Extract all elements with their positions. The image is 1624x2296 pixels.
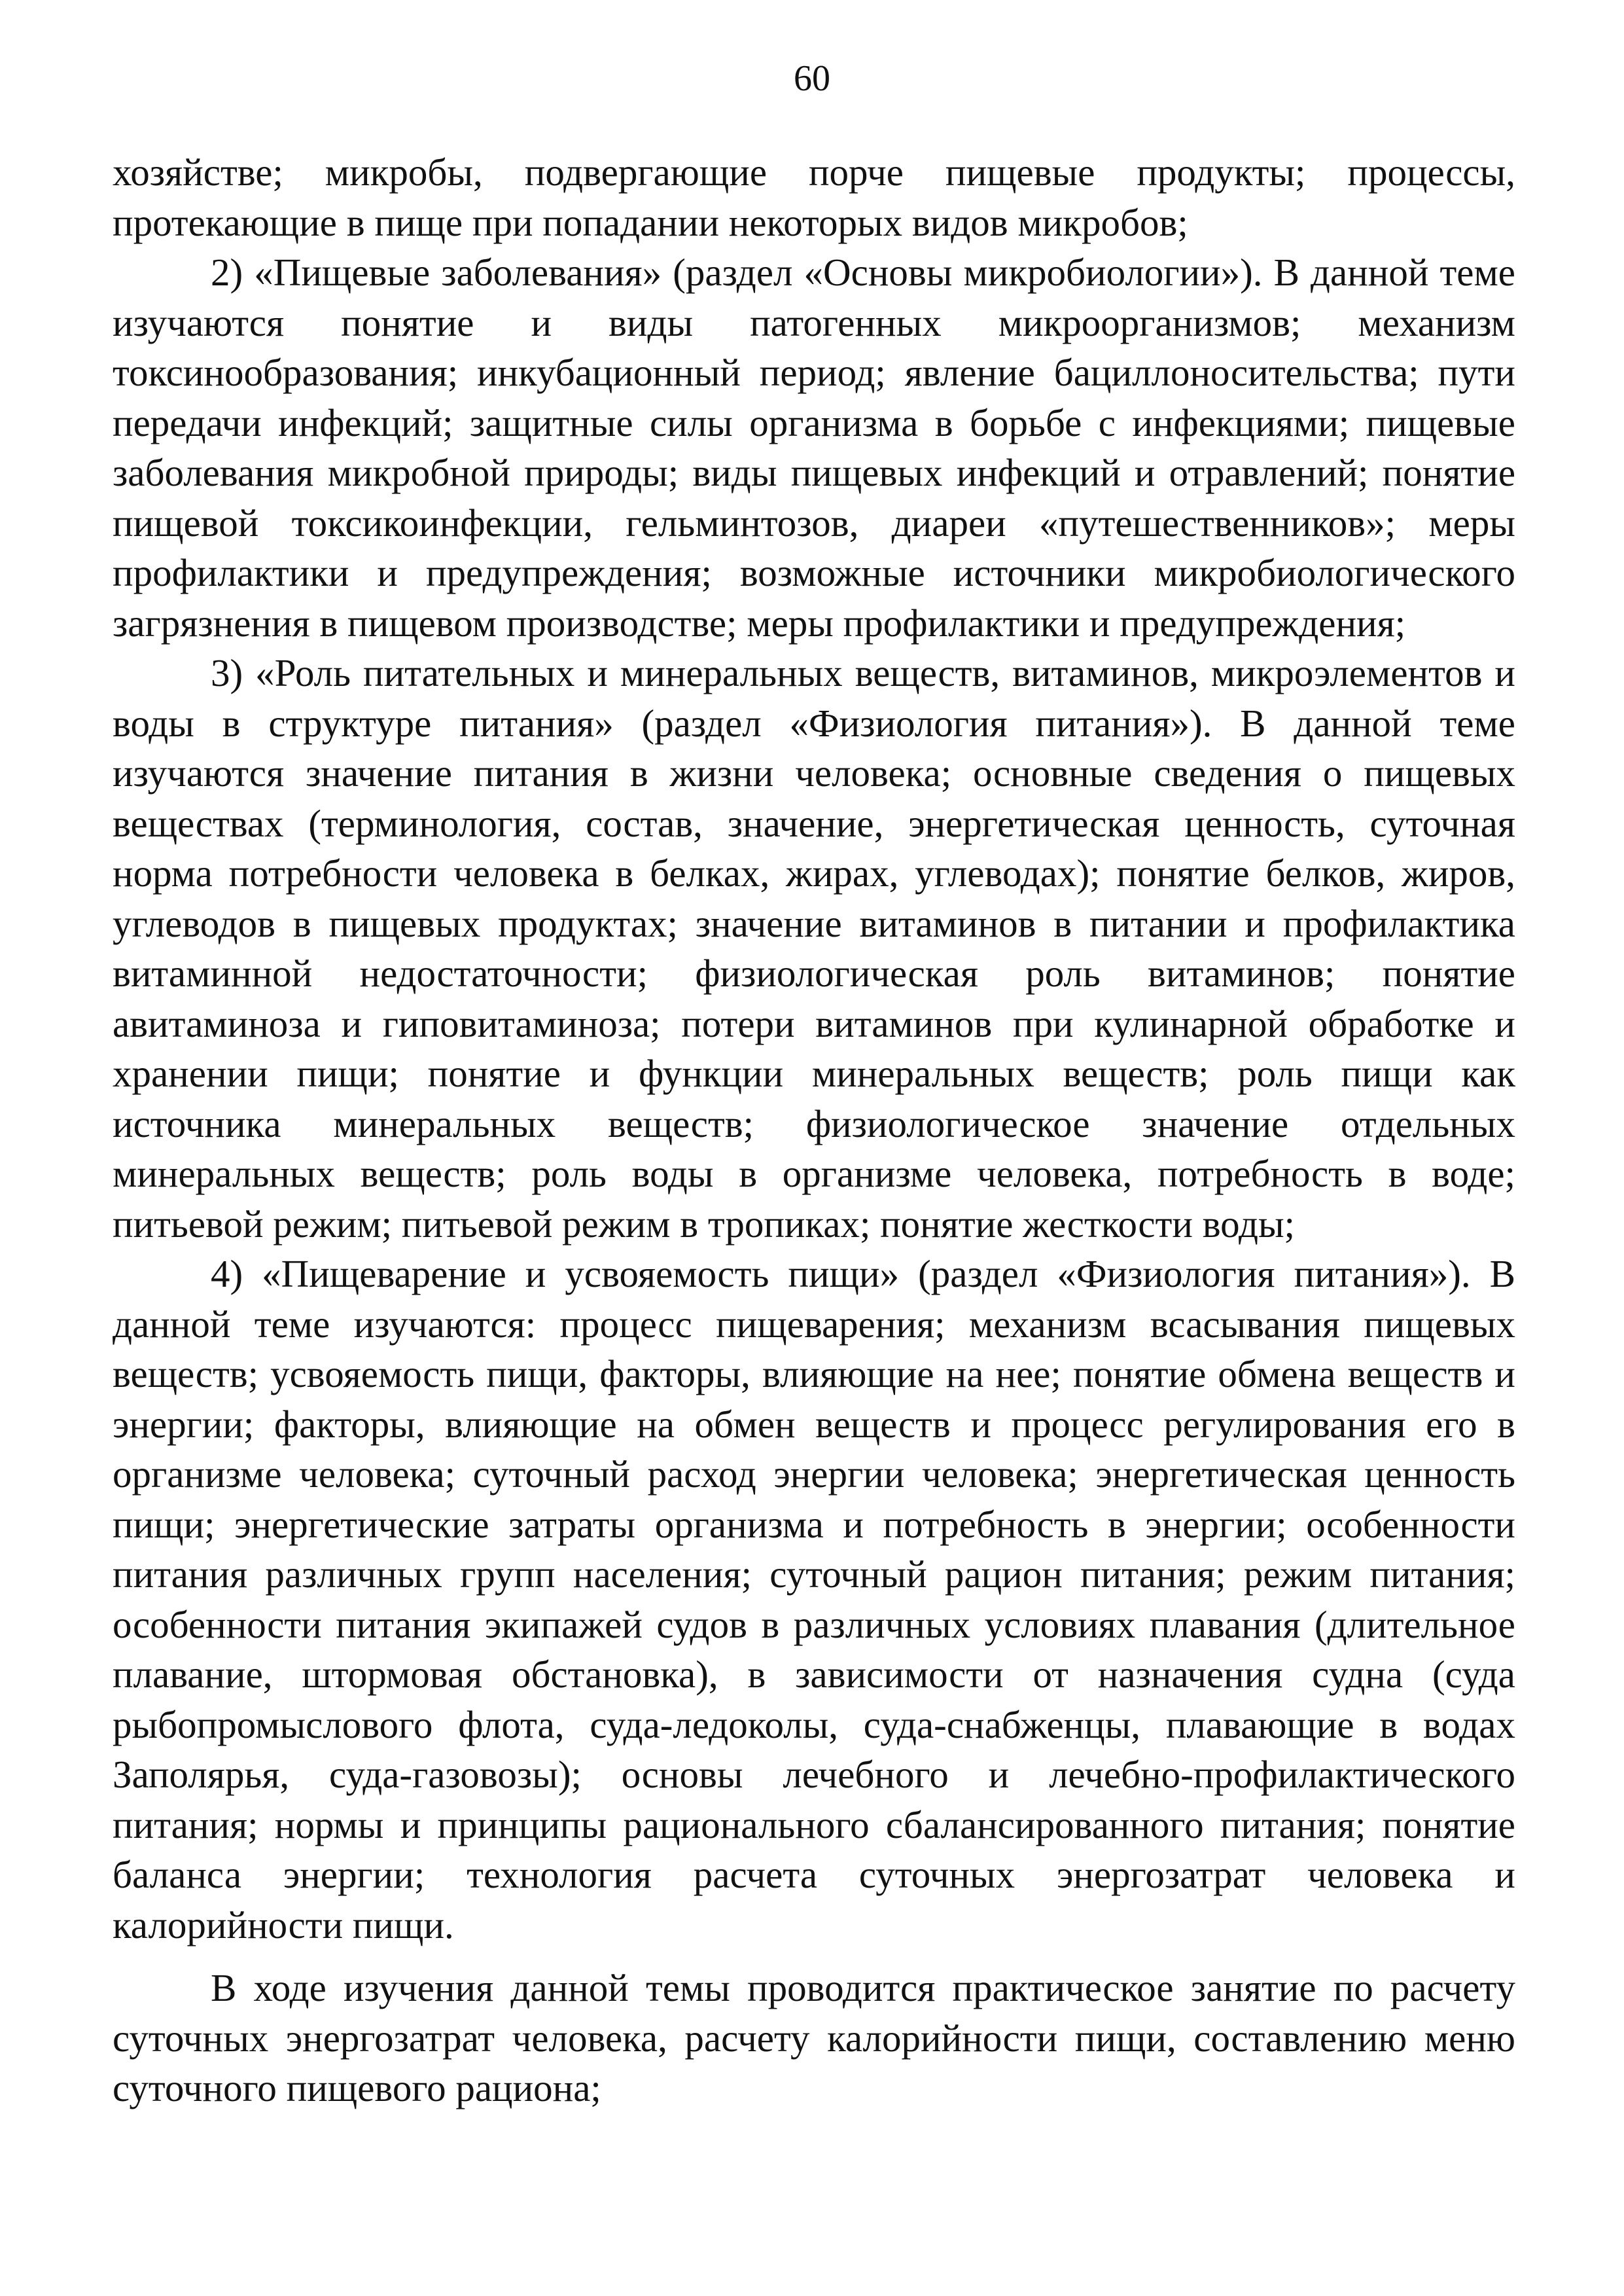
paragraph-item-4: 4) «Пищеварение и усвояемость пищи» (раздел «Физиология питания»). В данной теме изучаются: процесс пищеварения; механизм всасывания пищевых веществ; усвояемость пищи, факторы, влияющие на нее; понятие обмена веществ и энергии; факторы, влияющие на обмен веществ и процесс регулирования его в организме человека; суточный расход энергии человека; энергетическая ценность пищи; энергетические затраты организма и потребность в энергии; особенности питания различных групп населения; суточный рацион питания; режим питания; особенности питания экипажей судов в различных условиях плавания (длительное плавание, штормовая обстановка), в зависимости от назначения судна (суда рыбопромыслового флота, суда-ледоколы, суда-снабженцы, плавающие в водах Заполярья, суда-газовозы); основы лечебного и лечебно-профилактического питания; нормы и принципы рационального сбалансированного питания; понятие баланса энергии; технология расчета суточных энергозатрат человека и калорийности пищи.: [113, 1252, 1515, 1946]
paragraph-item-3: 3) «Роль питательных и минеральных веществ, витаминов, микроэлементов и воды в структуре питания» (раздел «Физиология питания»). В данной теме изучаются значение питания в жизни человека; основные сведения о пищевых веществах (терминология, состав, значение, энергетическая ценность, суточная норма потребности человека в белках, жирах, углеводах); понятие белков, жиров, углеводов в пищевых продуктах; значение витаминов в питании и профилактика витаминной недостаточности; физиологическая роль витаминов; понятие авитаминоза и гиповитаминоза; потери витаминов при кулинарной обработке и хранении пищи; понятие и функции минеральных веществ; роль пищи как источника минеральных веществ; физиологическое значение отдельных минеральных веществ; роль воды в организме человека, потребность в воде; питьевой режим; питьевой режим в тропиках; понятие жесткости воды;: [113, 651, 1515, 1246]
document-body: [113, 147, 1515, 2113]
paragraph-practical-lesson: В ходе изучения данной темы проводится практическое занятие по расчету суточных энергозатрат человека, расчету калорийности пищи, составлению меню суточного пищевого рациона;: [113, 1966, 1515, 2109]
page-number: 60: [794, 58, 830, 99]
paragraph-continuation: хозяйстве; микробы, подвергающие порче пищевые продукты; процессы, протекающие в пище при попадании некоторых видов микробов;: [113, 151, 1515, 244]
paragraph-item-2: 2) «Пищевые заболевания» (раздел «Основы микробиологии»). В данной теме изучаются понятие и виды патогенных микроорганизмов; механизм токсинообразования; инкубационный период; явление бациллоносительства; пути передачи инфекций; защитные силы организма в борьбе с инфекциями; пищевые заболевания микробной природы; виды пищевых инфекций и отравлений; понятие пищевой токсикоинфекции, гельминтозов, диареи «путешественников»; меры профилактики и предупреждения; возможные источники микробиологического загрязнения в пищевом производстве; меры профилактики и предупреждения;: [113, 251, 1515, 645]
